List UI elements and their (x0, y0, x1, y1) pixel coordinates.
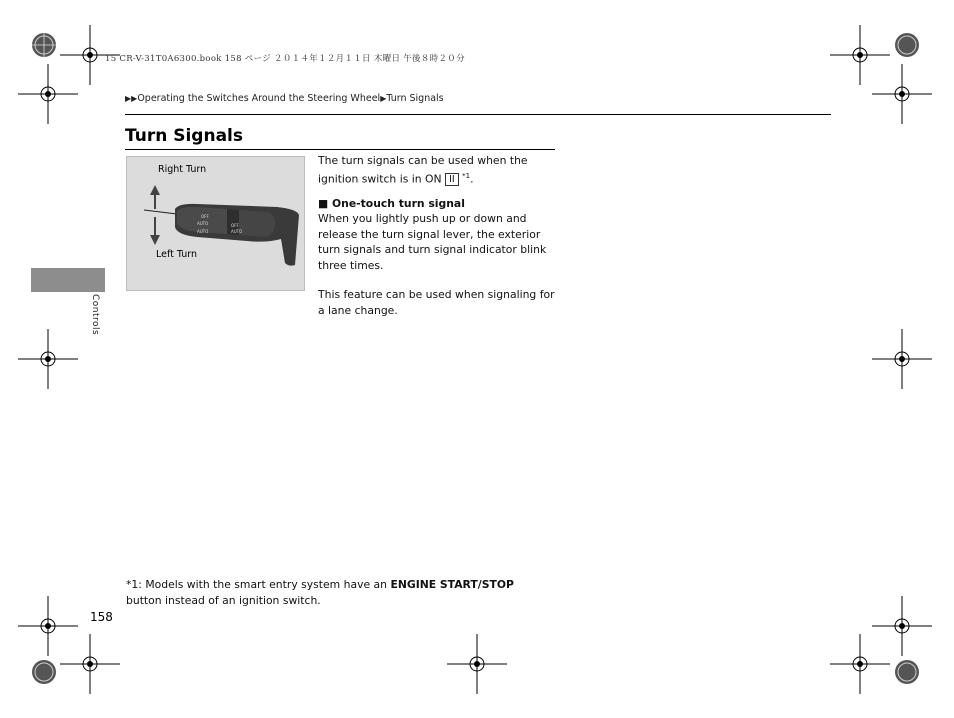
header-divider (125, 114, 831, 115)
figure-label-right-turn: Right Turn (158, 164, 207, 175)
crosshair-mark-icon (872, 329, 932, 389)
page-number: 158 (90, 610, 113, 624)
ignition-position-badge: II (445, 173, 459, 186)
section-tab-label: Controls (90, 294, 100, 336)
breadcrumb-arrow-icon: ▶▶ (125, 94, 138, 103)
lane-change-paragraph: This feature can be used when signaling for a lane change. (318, 288, 555, 317)
footnote (126, 577, 546, 609)
print-header: 15 CR-V-31T0A6300.book 158 ページ ２０１４年１２月１１日 木曜日 午後８時２０分 (105, 54, 465, 64)
subheading-text: One-touch turn signal (331, 196, 465, 210)
breadcrumb-separator-icon: ▶ (380, 94, 387, 103)
lever-marking-off-2: OFF (231, 223, 239, 228)
footnote-ref: *1 (462, 171, 471, 180)
subheading (318, 196, 558, 212)
footnote-bold-term: ENGINE START/STOP (390, 578, 514, 591)
turn-signal-lever-figure (126, 156, 305, 291)
lever-marking-auto-2: AUTO (231, 229, 243, 234)
body-text-column (318, 153, 558, 318)
one-touch-paragraph: When you lightly push up or down and release the turn signal lever, the exterior turn signals and turn signal indicator blink three times. (318, 212, 547, 272)
footnote-suffix: button instead of an ignition switch. (126, 594, 321, 607)
registration-target-icon (877, 642, 937, 702)
footnote-prefix: *1: Models with the smart entry system have an (126, 578, 391, 591)
breadcrumb-current: Turn Signals (386, 93, 444, 104)
intro-end: . (470, 172, 474, 186)
lever-marking-off: OFF (201, 214, 209, 219)
crosshair-mark-icon (18, 64, 78, 124)
crosshair-mark-icon (18, 329, 78, 389)
breadcrumb-section-link[interactable]: Operating the Switches Around the Steering Wheel (137, 93, 381, 104)
turn-signal-lever-icon (127, 157, 304, 290)
intro-paragraph (318, 153, 558, 187)
section-tab (31, 268, 105, 292)
crosshair-mark-icon (447, 634, 507, 694)
page-title: Turn Signals (125, 126, 243, 146)
figure-label-left-turn: Left Turn (156, 249, 198, 260)
square-bullet-icon: ■ (318, 196, 329, 210)
crosshair-mark-icon (872, 64, 932, 124)
breadcrumb (125, 93, 444, 104)
intro-text: The turn signals can be used when the ignition switch is in ON (318, 154, 528, 186)
lever-marking-auto: AUTO (197, 221, 209, 226)
title-divider (125, 149, 555, 150)
lever-marking-auto-3: AUTO (197, 229, 209, 234)
crosshair-mark-icon (60, 634, 120, 694)
